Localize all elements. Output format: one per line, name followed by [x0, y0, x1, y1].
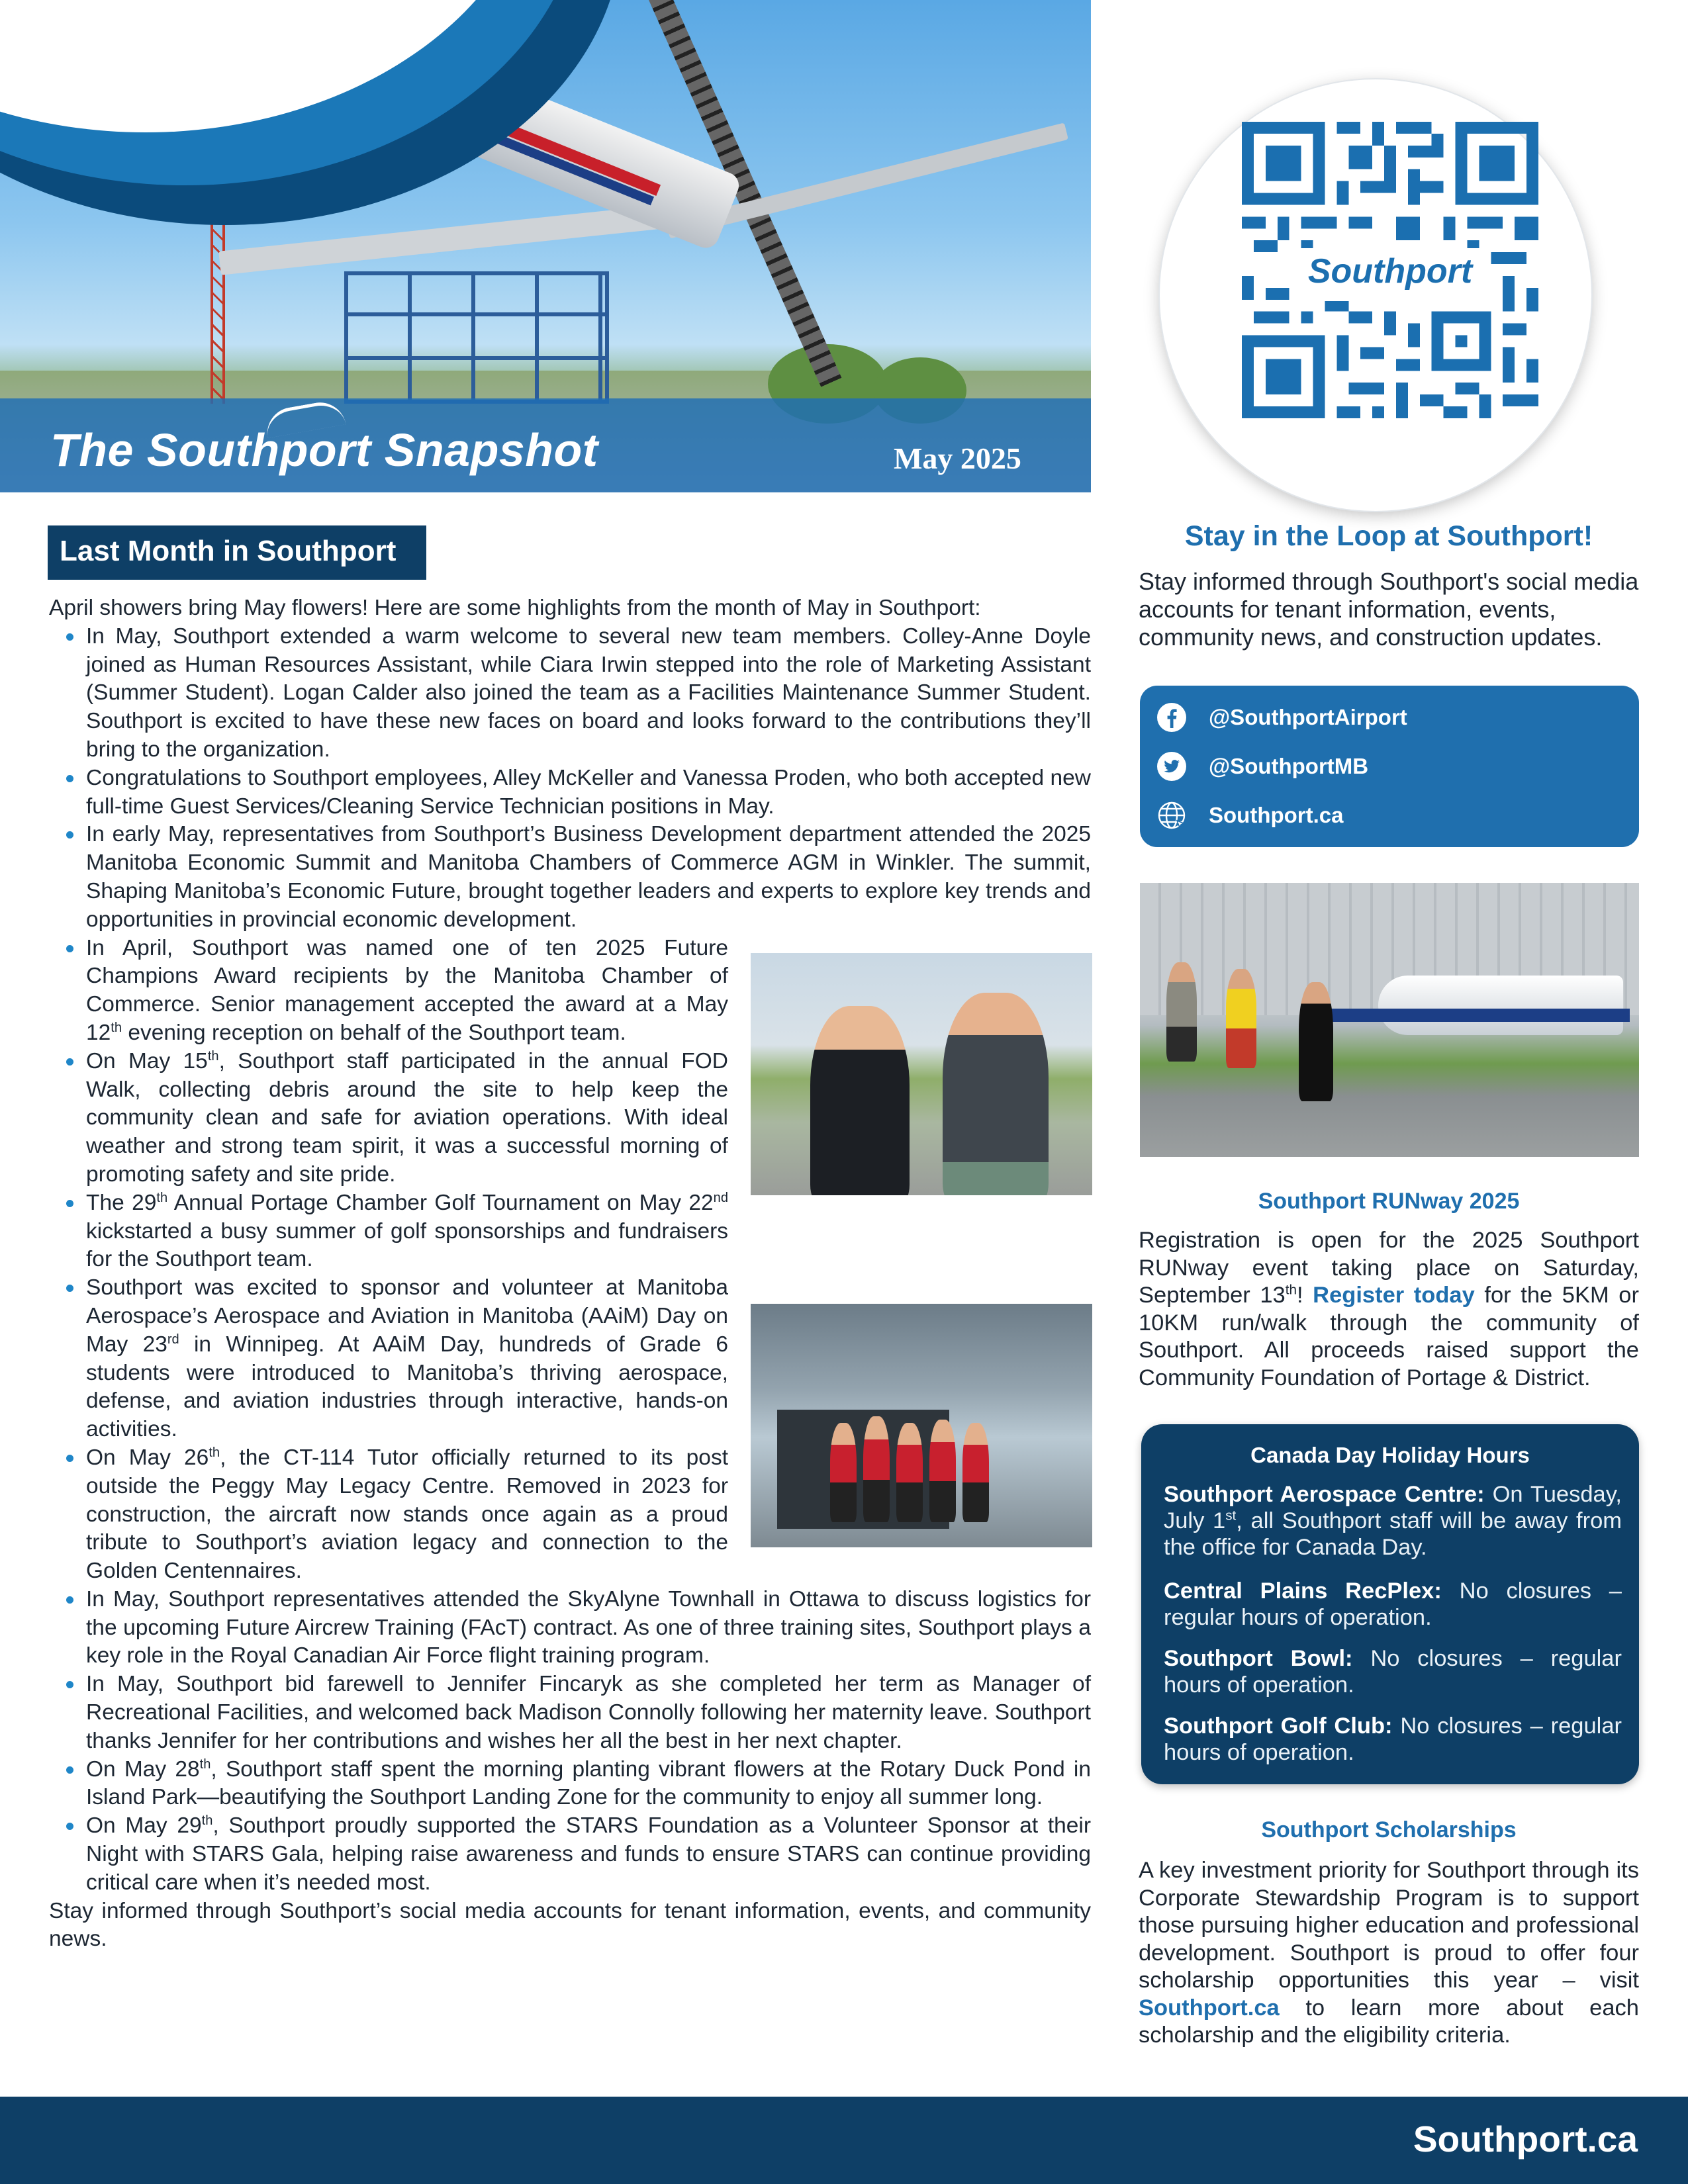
- list-item: On May 29th, Southport proudly supported the STARS Foundation as a Volunteer Sponsor at their Night with STARS Gala, helping raise awareness and funds to ensure STARS can continue providing critical care when it’s needed most.: [49, 1812, 1091, 1897]
- facebook-icon: [1154, 700, 1189, 735]
- newsletter-title: The Southport Snapshot: [50, 424, 598, 476]
- hero-scaffold: [344, 271, 609, 404]
- hours-entry-bowl: Southport Bowl: No closures – regular hours of operation.: [1164, 1646, 1622, 1698]
- photo-aircraft-wing: [1325, 1009, 1630, 1022]
- stay-in-loop-text: Stay informed through Southport's social media accounts for tenant information, events, community news, and construction updates.: [1139, 568, 1639, 651]
- photo-runway-runners: [1140, 883, 1639, 1157]
- runway-text: Registration is open for the 2025 Southport RUNway event taking place on Saturday, September 13th! Register today for the 5KM or 10KM run/walk through the community of Southport. All proceeds raised support the Community Foundation of Portage & District.: [1139, 1228, 1639, 1390]
- footer-website-link[interactable]: Southport.ca: [1413, 2118, 1638, 2160]
- hours-entry-recplex: Central Plains RecPlex: No closures – regular hours of operation.: [1164, 1578, 1622, 1630]
- twitter-icon: [1154, 749, 1189, 784]
- qr-southport-logo: Southport: [1307, 252, 1473, 291]
- register-today-link[interactable]: Register today: [1313, 1283, 1475, 1308]
- photo-person: [962, 1423, 989, 1522]
- social-link-facebook[interactable]: [1154, 699, 1407, 736]
- highlights-list: [49, 623, 1091, 1897]
- list-item: In April, Southport was named one of ten 2025 Future Champions Award recipients by the Manitoba Chamber of Commerce. Senior management accepted the award at a May 12th evening reception on behalf of the Southport team.: [49, 934, 728, 1048]
- list-item: In May, Southport bid farewell to Jennifer Fincaryk as she completed her term as Manager of Recreational Facilities, and welcomed back Madison Connolly following her maternity leave. Southport thanks Jennifer for her contributions and wishes her all the best in her next chapter.: [49, 1670, 1091, 1755]
- photo-runner: [1299, 982, 1333, 1101]
- article-outro: Stay informed through Southport’s social media accounts for tenant information, events, and community news.: [49, 1898, 1091, 1952]
- social-link-website[interactable]: [1154, 797, 1344, 834]
- southport-website-link[interactable]: Southport.ca: [1139, 1995, 1280, 2021]
- social-link-twitter[interactable]: [1154, 748, 1368, 785]
- issue-date: May 2025: [894, 441, 1021, 475]
- list-item: Congratulations to Southport employees, Alley McKeller and Vanessa Proden, who both accepted new full-time Guest Services/Cleaning Service Technician positions in May.: [49, 764, 1091, 821]
- list-item: On May 15th, Southport staff participated in the annual FOD Walk, collecting debris around the site to help keep the community clean and safe for aviation operations. With ideal weather and strong team spirit, it was a successful morning of promoting safety and site pride.: [49, 1048, 728, 1189]
- hours-entry-golf-club: Southport Golf Club: No closures – regular hours of operation.: [1164, 1713, 1622, 1765]
- social-handle: @SouthportAirport: [1209, 705, 1407, 729]
- stay-in-loop-heading: Stay in the Loop at Southport!: [1184, 520, 1593, 552]
- runway-heading: Southport RUNway 2025: [1258, 1189, 1520, 1214]
- social-handle: Southport.ca: [1209, 803, 1344, 827]
- photo-runner: [1166, 962, 1197, 1062]
- social-handle: @SouthportMB: [1209, 754, 1369, 778]
- photo-person: [929, 1420, 956, 1522]
- list-item: In May, Southport representatives attended the SkyAlyne Townhall in Ottawa to discuss logistics for the upcoming Future Aircrew Training (FAcT) contract. As one of three training sites, Southport plays a key role in the Royal Canadian Air Force flight training program.: [49, 1586, 1091, 1670]
- list-item: On May 26th, the CT-114 Tutor officially returned to its post outside the Peggy May Legacy Centre. Removed in 2023 for construction, the aircraft now stands once again as a proud tribute to Southport’s aviation legacy and connection to the Golden Centennaires.: [49, 1444, 728, 1586]
- list-item: On May 28th, Southport staff spent the morning planting vibrant flowers at the Rotary Duck Pond in Island Park—beautifying the Southport Landing Zone for the community to enjoy all summer long.: [49, 1756, 1091, 1813]
- scholarships-heading: Southport Scholarships: [1261, 1817, 1517, 1843]
- photo-person: [830, 1423, 857, 1522]
- photo-aircraft: [1378, 976, 1623, 1035]
- photo-runner: [1226, 969, 1256, 1068]
- last-month-article: [49, 594, 1091, 1954]
- photo-fod-walk: [751, 953, 1092, 1195]
- section-title-last-month: Last Month in Southport: [48, 525, 426, 580]
- scholarships-text: A key investment priority for Southport through its Corporate Stewardship Program is to support those pursuing higher education and professional development. Southport is proud to offer four scholarship opportunities this year – visit Southport.ca to learn more about each scholarship and the eligibility criteria.: [1139, 1858, 1639, 2048]
- photo-person: [810, 1006, 910, 1195]
- list-item: Southport was excited to sponsor and volunteer at Manitoba Aerospace’s Aerospace and Aviation in Manitoba (AAiM) Day on May 23rd in Winnipeg. At AAiM Day, hundreds of Grade 6 students were introduced to Manitoba’s thriving aerospace, defense, and aviation industries through interactive, hands-on activities.: [49, 1274, 728, 1444]
- list-item: The 29th Annual Portage Chamber Golf Tournament on May 22nd kickstarted a busy summer of golf sponsorships and fundraisers for the Southport team.: [49, 1189, 728, 1274]
- list-item: In early May, representatives from Southport’s Business Development department attended the 2025 Manitoba Economic Summit and Manitoba Chambers of Commerce AGM in Winkler. The summit, Shaping Manitoba’s Economic Future, brought together leaders and experts to explore key trends and opportunities in provincial economic development.: [49, 821, 1091, 934]
- globe-icon: [1154, 798, 1189, 833]
- list-item: In May, Southport extended a warm welcome to several new team members. Colley-Anne Doyle joined as Human Resources Assistant, while Ciara Irwin stepped into the role of Marketing Assistant (Summer Student). Logan Calder also joined the team as a Facilities Maintenance Summer Student. Southport is excited to have these new faces on board and looks forward to the contributions they’ll bring to the organization.: [49, 623, 1091, 764]
- photo-person: [943, 993, 1049, 1195]
- photo-aaim-day: [751, 1304, 1092, 1547]
- hours-entry-aerospace-centre: Southport Aerospace Centre: On Tuesday, July 1st, all Southport staff will be away from the office for Canada Day.: [1164, 1482, 1622, 1560]
- holiday-hours-title: Canada Day Holiday Hours: [1250, 1443, 1530, 1467]
- article-intro: April showers bring May flowers! Here are some highlights from the month of May in Southport:: [49, 596, 981, 620]
- photo-person: [863, 1416, 890, 1522]
- photo-person: [896, 1423, 923, 1522]
